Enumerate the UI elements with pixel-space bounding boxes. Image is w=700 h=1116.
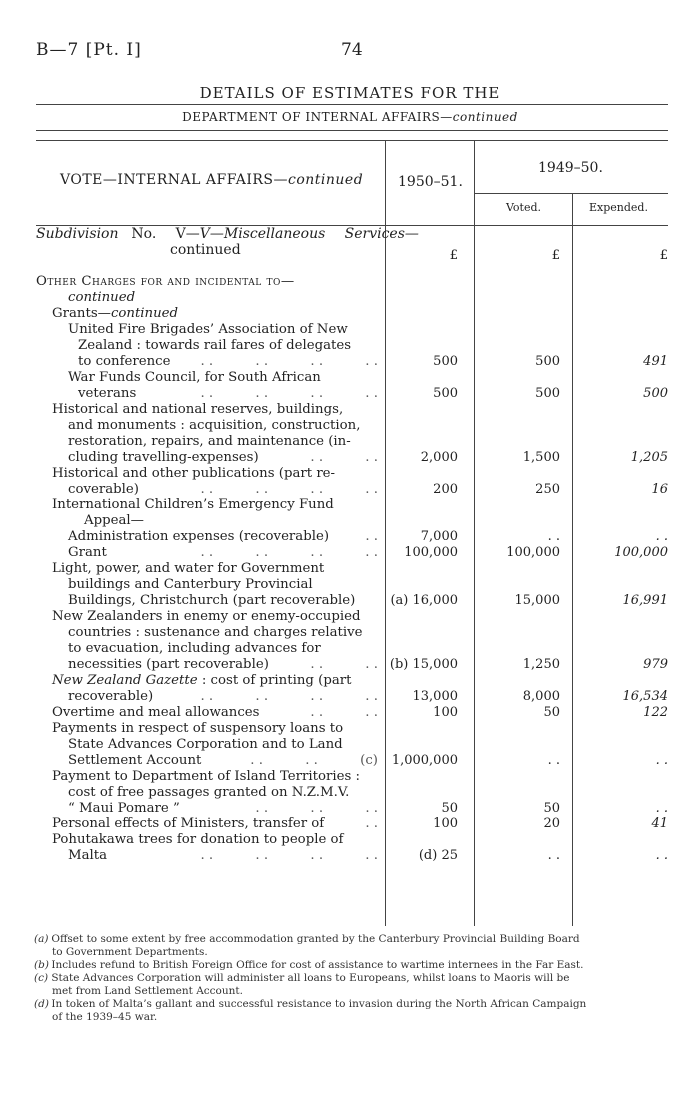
leader-dots: . . . . . . . . <box>200 385 378 401</box>
column-divider-3 <box>572 193 573 926</box>
value-1950-51: 500 <box>433 385 458 401</box>
row-description: veterans <box>78 385 137 401</box>
value-1950-51: 100 <box>433 704 458 720</box>
leader-dots: . . . . . . . . <box>200 481 378 497</box>
year-split-rule <box>474 193 668 194</box>
department-rule <box>36 130 668 131</box>
row-description: International Children’s Emergency Fund <box>52 497 334 513</box>
footnote-mark: (c) <box>34 972 49 984</box>
vote-heading <box>60 172 363 188</box>
grants-continued: continued <box>110 306 179 321</box>
year-1950-heading: 1950–51. <box>398 174 463 190</box>
value-1950-51: 2,000 <box>420 449 458 465</box>
row-description: Light, power, and water for Government <box>52 561 325 577</box>
value-1949-50-voted: 1,250 <box>522 656 560 672</box>
year-1949-heading: 1949–50. <box>538 160 603 176</box>
row-description: New Zealanders in enemy or enemy-occupied <box>52 609 361 625</box>
value-1949-50-expended: 41 <box>651 816 668 832</box>
value-1950-51: 13,000 <box>412 688 458 704</box>
value-1949-50-voted: 50 <box>543 704 560 720</box>
row-description: Administration expenses (recoverable) <box>68 529 330 545</box>
row-description: Settlement Account <box>68 752 202 768</box>
value-1949-50-voted: 100,000 <box>506 545 560 561</box>
table-top-rule <box>36 140 668 141</box>
subdivision-word: Subdivision <box>36 226 119 242</box>
value-1949-50-voted: 15,000 <box>514 593 560 609</box>
row-description: and monuments : acquisition, construction, <box>68 417 361 433</box>
footnote-text: Includes refund to British Foreign Office for cost of assistance to wartime internees in the Far East. <box>48 959 584 971</box>
department-continued: continued <box>452 110 518 124</box>
value-1949-50-voted: 20 <box>543 816 560 832</box>
row-description: Personal effects of Ministers, transfer of <box>52 816 325 832</box>
footnote <box>34 972 674 998</box>
value-1949-50-voted: 250 <box>535 481 560 497</box>
value-1949-50-expended: . . <box>655 752 668 768</box>
footnote <box>34 959 674 972</box>
value-1950-51: 100,000 <box>404 545 458 561</box>
value-1950-51: 500 <box>433 353 458 369</box>
value-1949-50-expended: 16 <box>651 481 668 497</box>
value-1949-50-expended: 122 <box>643 704 668 720</box>
vote-continued: continued <box>287 172 364 188</box>
value-1949-50-expended: 16,991 <box>622 593 668 609</box>
value-1949-50-voted: 1,500 <box>522 449 560 465</box>
value-1950-51: 7,000 <box>420 529 458 545</box>
value-1950-51: (a) 16,000 <box>390 593 458 609</box>
footnote-continued: of the 1939–45 war. <box>52 1011 158 1023</box>
subdivision-no: No. <box>131 226 157 242</box>
footnote-continued: to Government Departments. <box>52 946 208 958</box>
value-1949-50-voted: . . <box>547 529 560 545</box>
value-1949-50-expended: 979 <box>643 656 668 672</box>
department-title <box>0 110 700 124</box>
leader-dots: . . <box>365 529 378 545</box>
value-1950-51: 50 <box>441 800 458 816</box>
row-description: Pohutakawa trees for donation to people of <box>52 832 344 848</box>
row-description: United Fire Brigades’ Association of New <box>68 322 348 337</box>
footnote-text: Offset to some extent by free accommodation granted by the Canterbury Provincial Building Board <box>48 933 580 945</box>
currency-expended: £ <box>659 248 668 263</box>
row-description: coverable) <box>68 481 139 497</box>
subdivision-title-2: Services— <box>344 226 419 242</box>
row-description: necessities (part recoverable) <box>68 656 269 672</box>
currency-voted: £ <box>551 248 560 263</box>
title-rule <box>36 104 668 105</box>
grants-label: Grants— <box>52 306 111 321</box>
row-description: Buildings, Christchurch (part recoverable) <box>68 593 356 609</box>
row-description: New Zealand Gazette : cost of printing (part <box>52 672 352 688</box>
column-divider-2 <box>474 140 475 926</box>
subdivision-continued: continued <box>170 242 241 258</box>
grants-heading <box>52 306 178 322</box>
row-description: Payments in respect of suspensory loans to <box>52 720 344 736</box>
value-1949-50-expended: . . <box>655 529 668 545</box>
footnote <box>34 933 674 959</box>
footnote-mark: (d) <box>34 998 49 1010</box>
value-1949-50-expended: . . <box>655 848 668 864</box>
row-description: Payment to Department of Island Territories : <box>52 768 360 784</box>
value-1950-51: 200 <box>433 481 458 497</box>
row-description: countries : sustenance and charges relative <box>68 625 363 641</box>
value-1949-50-expended: 1,205 <box>630 449 668 465</box>
vote-name: VOTE—INTERNAL AFFAIRS— <box>60 172 288 188</box>
subdivision-heading: Subdivision No. V—V—Miscellaneous Services— <box>36 226 419 242</box>
page-reference: B—7 [Pt. I] <box>36 40 142 60</box>
currency-1950: £ <box>449 248 458 263</box>
value-1949-50-expended: 491 <box>643 353 668 369</box>
row-description: Overtime and meal allowances <box>52 704 260 720</box>
row-description: Grant <box>68 545 107 561</box>
footnote-mark: (b) <box>34 959 49 971</box>
row-description: restoration, repairs, and maintenance (in- <box>68 433 351 449</box>
value-1950-51: (b) 15,000 <box>389 656 458 672</box>
expended-heading: Expended. <box>589 201 648 214</box>
row-description: War Funds Council, for South African <box>68 369 321 385</box>
leader-dots: . . . . . . . . <box>200 848 378 864</box>
value-1950-51: 100 <box>433 816 458 832</box>
value-1949-50-voted: 500 <box>535 385 560 401</box>
department-name: DEPARTMENT OF INTERNAL AFFAIRS— <box>182 110 453 124</box>
row-description: “ Maui Pomare ” <box>68 800 180 816</box>
page-title: DETAILS OF ESTIMATES FOR THE <box>199 84 501 102</box>
leader-dots: . . . . . . . . <box>200 353 378 369</box>
leader-dots: . . <box>365 816 378 832</box>
page-number: 74 <box>341 40 363 60</box>
leader-dots: . . . . . . . . <box>200 688 378 704</box>
value-1949-50-voted: 500 <box>535 353 560 369</box>
leader-dots: . . . . . . <box>255 800 378 816</box>
value-1949-50-voted: . . <box>547 752 560 768</box>
row-description: Malta <box>68 848 108 864</box>
row-description: Historical and national reserves, buildings, <box>52 401 344 417</box>
value-1949-50-voted: 8,000 <box>522 688 560 704</box>
section-title: Other Charges for and incidental to— <box>36 274 295 289</box>
leader-dots: . . . . <box>310 656 378 672</box>
subdivision-title: V—Miscellaneous <box>199 226 326 242</box>
leader-dots: . . . . (c) <box>250 752 378 768</box>
row-description: Appeal— <box>84 513 144 529</box>
value-1950-51: 1,000,000 <box>391 752 458 768</box>
leader-dots: . . . . <box>310 704 378 720</box>
value-1950-51: (d) 25 <box>418 848 458 864</box>
value-1949-50-expended: 100,000 <box>614 545 668 561</box>
row-description: cluding travelling-expenses) <box>68 449 259 465</box>
footnote-text: In token of Malta’s gallant and successful resistance to invasion during the North African Campaign <box>48 998 587 1010</box>
row-description: to conference <box>78 353 171 369</box>
row-description: buildings and Canterbury Provincial <box>68 577 313 593</box>
value-1949-50-voted: . . <box>547 848 560 864</box>
leader-dots: . . . . <box>310 449 378 465</box>
footnote-mark: (a) <box>34 933 49 945</box>
row-description: cost of free passages granted on N.Z.M.V. <box>68 784 350 800</box>
footnote-continued: met from Land Settlement Account. <box>52 985 243 997</box>
value-1949-50-expended: 16,534 <box>622 688 668 704</box>
leader-dots: . . . . . . . . <box>200 545 378 561</box>
column-divider-1 <box>385 140 386 926</box>
row-description: State Advances Corporation and to Land <box>68 736 343 752</box>
row-description: Zealand : towards rail fares of delegates <box>78 337 352 353</box>
voted-heading: Voted. <box>506 201 542 214</box>
row-description: Historical and other publications (part re- <box>52 465 336 481</box>
section-continued: continued <box>68 290 136 305</box>
value-1949-50-expended: . . <box>655 800 668 816</box>
footnote-text: State Advances Corporation will administer all loans to Europeans, whilst loans to Maoris will be <box>48 972 570 984</box>
row-description: recoverable) <box>68 688 154 704</box>
value-1949-50-voted: 50 <box>543 800 560 816</box>
footnote <box>34 998 674 1024</box>
value-1949-50-expended: 500 <box>643 385 668 401</box>
row-description: to evacuation, including advances for <box>68 641 321 656</box>
